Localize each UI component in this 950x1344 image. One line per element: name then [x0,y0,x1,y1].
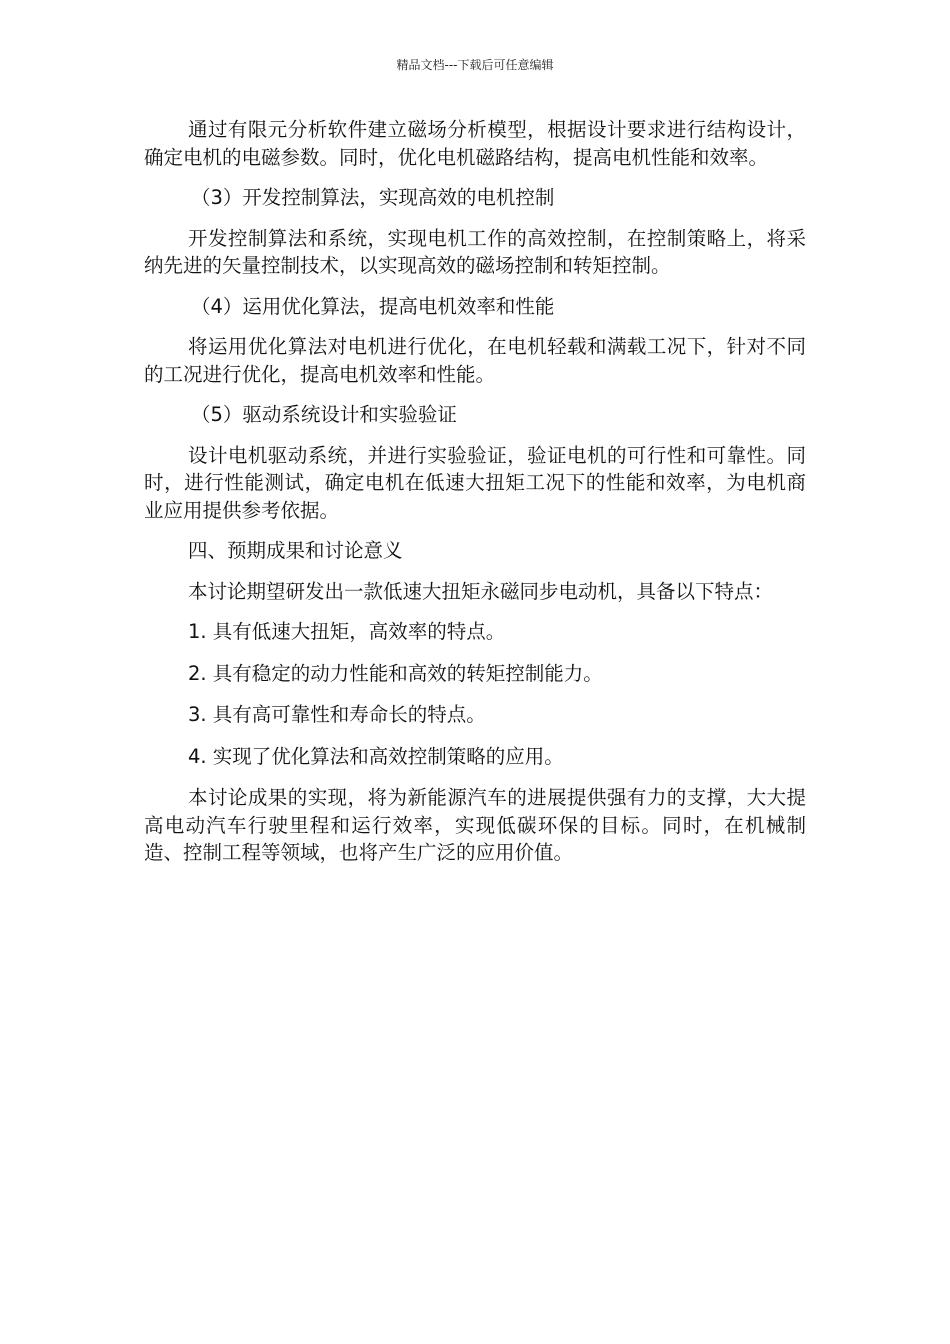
paragraph-expected-intro: 本讨论期望研发出一款低速大扭矩永磁同步电动机，具备以下特点： [188,579,774,603]
paragraph-fea-model: 通过有限元分析软件建立磁场分析模型，根据设计要求进行结构设计，确定电机的电磁参数。同时，优化电机磁路结构，提高电机性能和效率。 [144,118,806,169]
list-item: 1. 具有低速大扭矩，高效率的特点。 [188,620,506,643]
subheading-control-algorithm: （3）开发控制算法，实现高效的电机控制 [191,186,555,209]
list-item: 2. 具有稳定的动力性能和高效的转矩控制能力。 [188,661,603,685]
list-item: 4. 实现了优化算法和高效控制策略的应用。 [188,744,564,768]
paragraph-optimization: 将运用优化算法对电机进行优化，在电机轻载和满载工况下，针对不同的工况进行优化，提高电机效率和性能。 [144,335,806,386]
list-item: 3. 具有高可靠性和寿命长的特点。 [188,703,486,726]
section-heading-expected-results: 四、预期成果和讨论意义 [188,539,403,562]
paragraph-control-algorithm: 开发控制算法和系统，实现电机工作的高效控制，在控制策略上，将采纳先进的矢量控制技术，以实现高效的磁场控制和转矩控制。 [144,226,806,277]
document-body [144,116,806,880]
page-header: 精品文档---下载后可任意编辑 [396,58,554,72]
paragraph-drive-system: 设计电机驱动系统，并进行实验验证，验证电机的可行性和可靠性。同时，进行性能测试，确定电机在低速大扭矩工况下的性能和效率，为电机商业应用提供参考依据。 [144,443,806,522]
subheading-optimization: （4）运用优化算法，提高电机效率和性能 [191,294,555,318]
subheading-drive-system: （5）驱动系统设计和实验验证 [191,403,457,426]
paragraph-significance: 本讨论成果的实现，将为新能源汽车的进展提供强有力的支撑，大大提高电动汽车行驶里程和运行效率，实现低碳环保的目标。同时，在机械制造、控制工程等领域，也将产生广泛的应用价值。 [144,786,806,864]
